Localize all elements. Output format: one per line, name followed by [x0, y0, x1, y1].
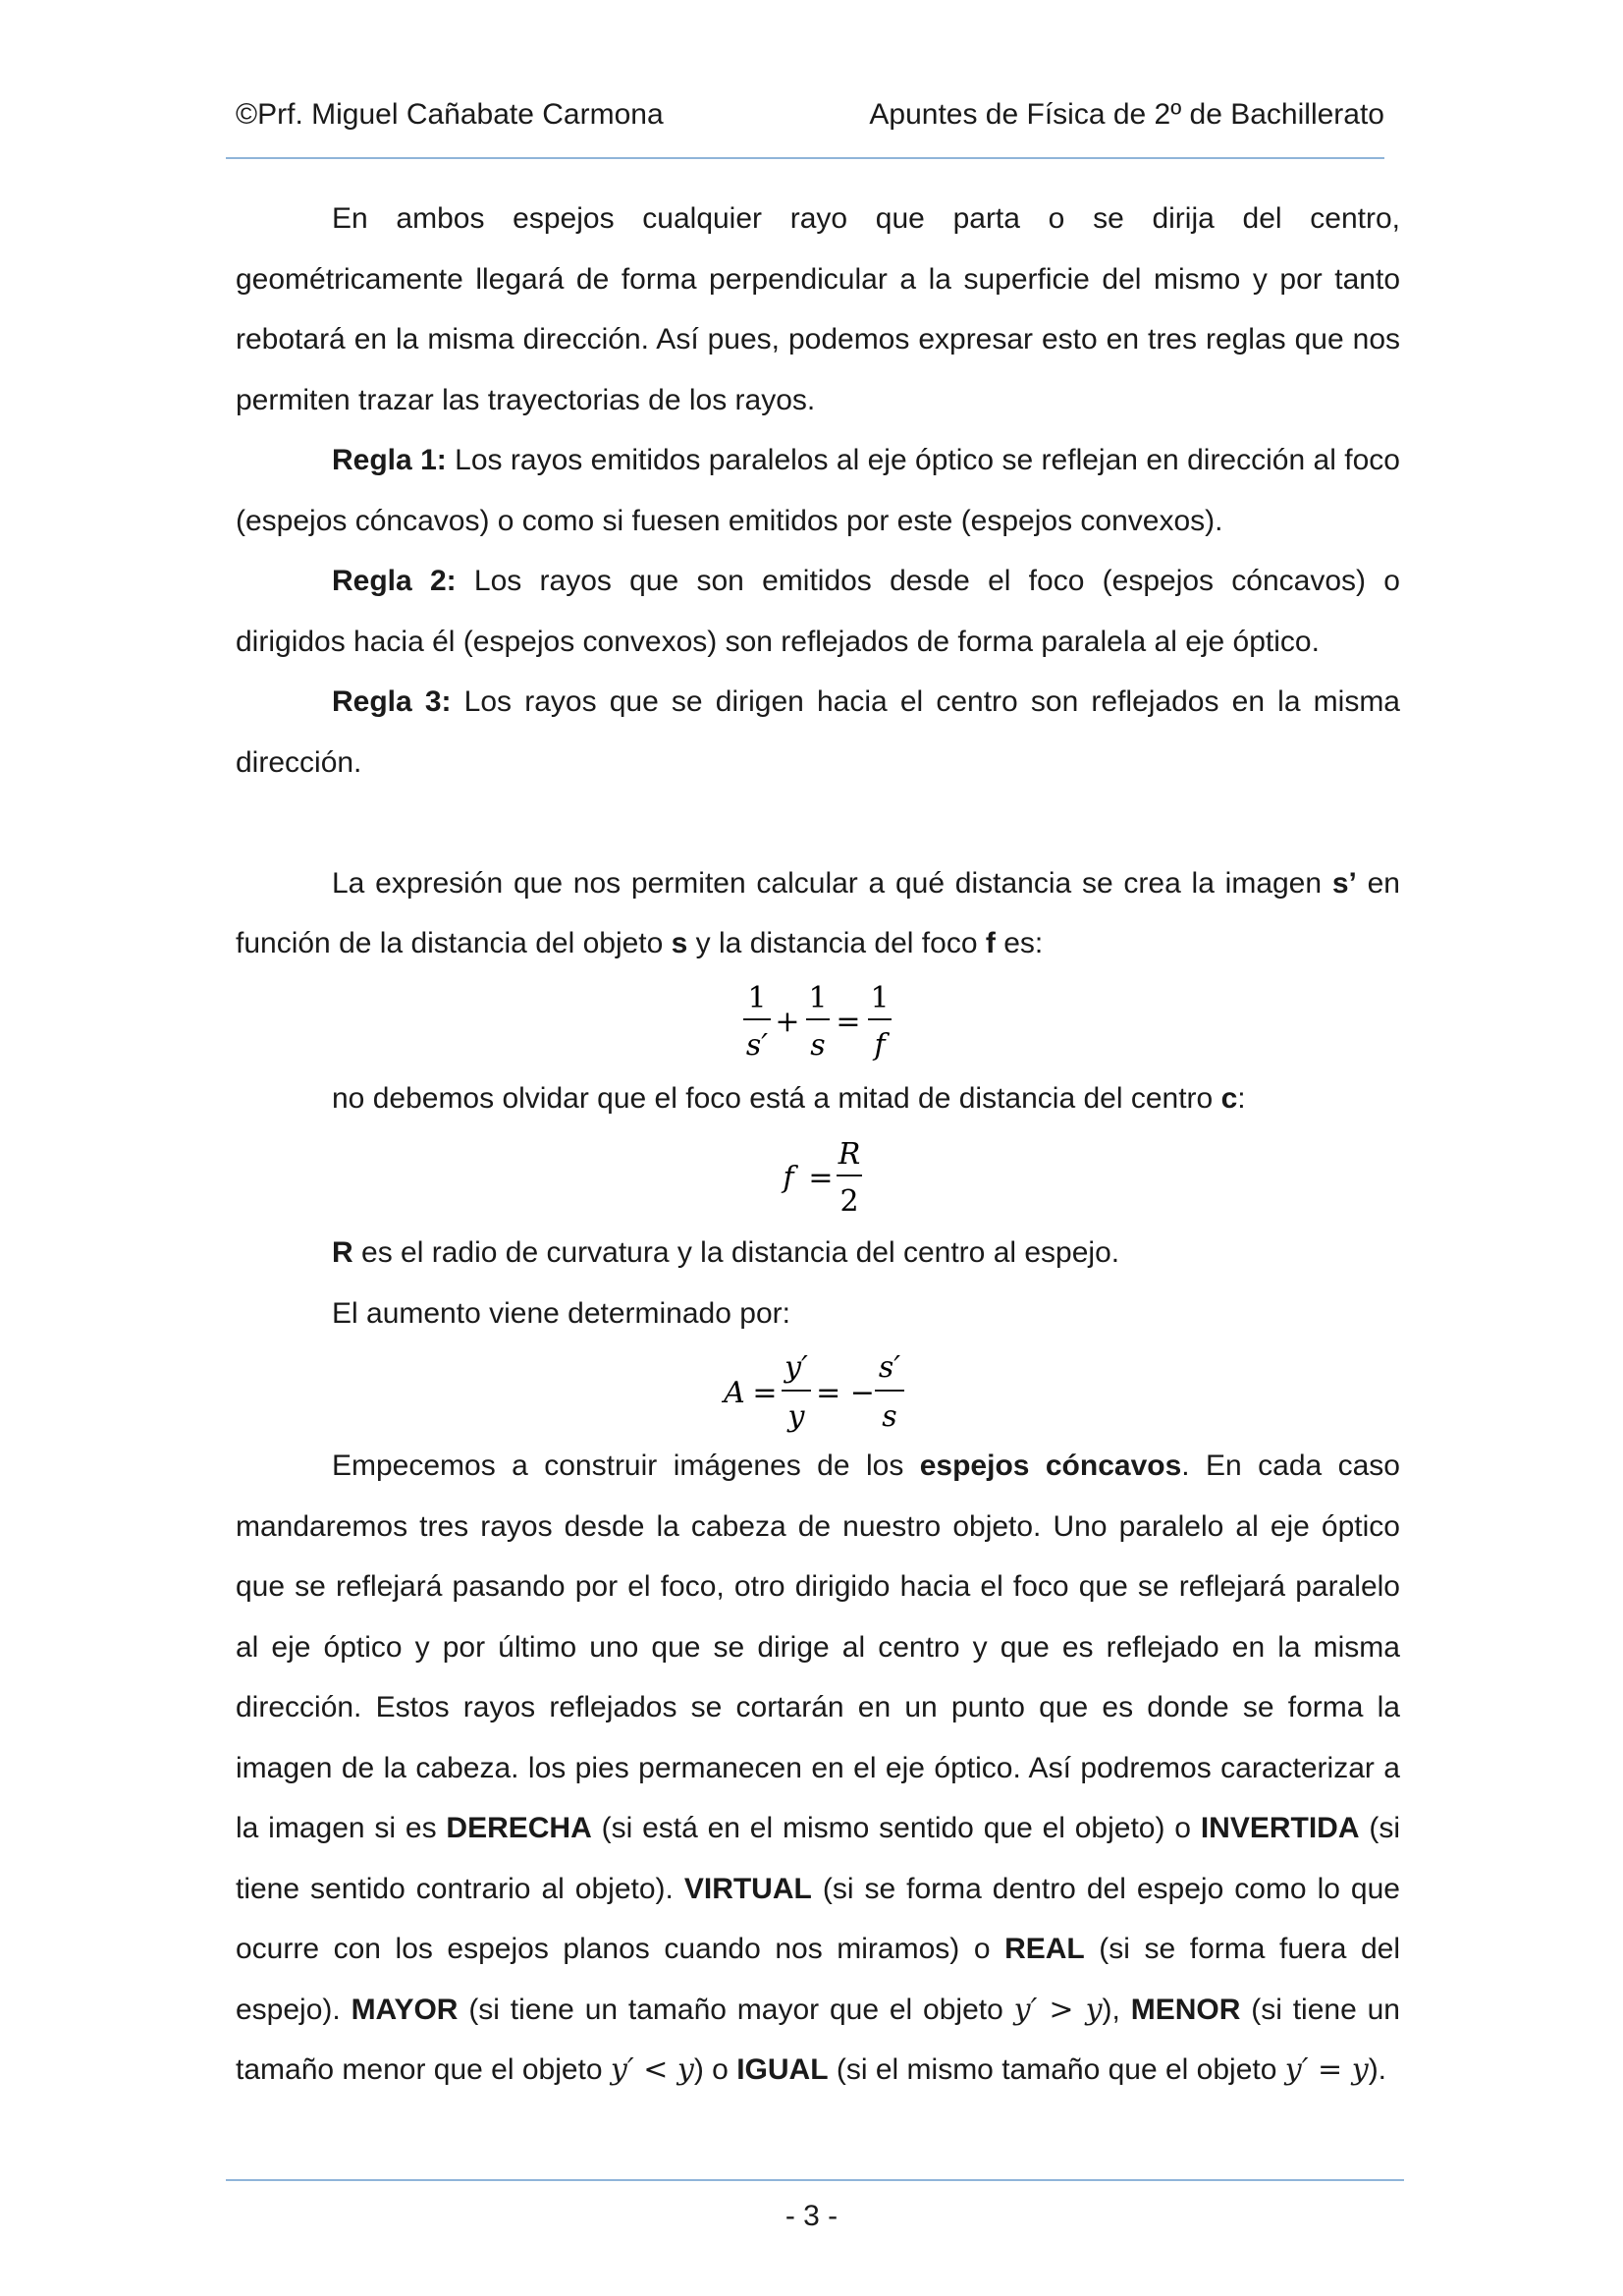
last-t12: ). — [1368, 2053, 1387, 2086]
last-b4: VIRTUAL — [683, 1872, 812, 1905]
expr-bold-s: s — [671, 927, 688, 959]
eq3-yprime: y′ — [784, 1350, 808, 1385]
rule-3-text: Los rayos que se dirigen hacia el centro son reflejados en la misma dirección. — [236, 685, 1400, 779]
equation-focus-svg — [236, 1128, 1400, 1227]
equation-magnification — [236, 1343, 1400, 1442]
last-b5: REAL — [1004, 1933, 1085, 1965]
last-t10: ) o — [693, 2053, 737, 2086]
radius-bold-R: R — [332, 1236, 353, 1269]
header-rule — [226, 157, 1384, 159]
rule-3 — [236, 672, 1400, 793]
paragraph-radius — [236, 1223, 1400, 1284]
paragraph-focus — [236, 1068, 1400, 1129]
eq1-num-1: 1 — [747, 980, 767, 1015]
last-b1: espejos cóncavos — [919, 1449, 1182, 1482]
expr-bold-f: f — [985, 927, 996, 959]
last-t8: ), — [1102, 1993, 1131, 2026]
eq3-sprime: s′ — [878, 1350, 901, 1385]
blank-line — [236, 793, 1400, 853]
page-number: - 3 - — [784, 2200, 839, 2232]
focus-text: no debemos olvidar que el foco está a mitad de distancia del centro — [332, 1081, 1221, 1115]
page-body — [236, 189, 1400, 2101]
eq2-equals: = — [808, 1161, 834, 1195]
last-t3: (si está en el mismo sentido que el objeto) o — [591, 1812, 1201, 1844]
eq3-equals-minus: = − — [816, 1376, 875, 1410]
last-math-1: y′ > y — [1013, 1992, 1103, 2027]
last-b8: IGUAL — [736, 2053, 829, 2086]
last-math-3: y′ = y — [1284, 2052, 1369, 2087]
expr-text-d: y la distancia del foco — [687, 927, 986, 959]
eq2-R: R — [838, 1137, 861, 1172]
rule-3-label: Regla 3: — [332, 685, 452, 718]
rule-2 — [236, 551, 1400, 672]
equation-mirror-svg — [236, 974, 1400, 1072]
eq1-plus: + — [775, 1004, 800, 1039]
last-math-2: y′ < y — [610, 2052, 694, 2087]
last-b2: DERECHA — [446, 1812, 592, 1844]
eq2-two: 2 — [839, 1184, 859, 1219]
eq1-den-s: s — [810, 1027, 826, 1063]
eq1-equals: = — [836, 1004, 861, 1039]
expr-text-e: es: — [995, 927, 1044, 959]
expr-bold-sprime: s’ — [1331, 866, 1357, 900]
focus-bold-c: c — [1220, 1081, 1238, 1115]
equation-focus — [236, 1128, 1400, 1227]
paragraph-expression — [236, 853, 1400, 974]
focus-colon: : — [1237, 1081, 1246, 1115]
expr-text-a: La expresión que nos permiten calcular a qué distancia se crea la imagen — [332, 866, 1332, 900]
eq1-num-3: 1 — [870, 980, 890, 1015]
rule-1-label: Regla 1: — [332, 444, 447, 476]
paragraph-intro: En ambos espejos cualquier rayo que parta o se dirija del centro, geométricamente llegará de forma perpendicular a la superficie del mismo y por tanto rebotará en la misma dirección. Así pues, podemos expresar esto en tres reglas que nos permiten trazar las trayectorias de los rayos. — [236, 202, 1400, 416]
page-header — [236, 98, 1384, 141]
last-t2: . En cada caso mandaremos tres rayos desde la cabeza de nuestro objeto. Uno paralelo al eje óptico que se reflejará pasando por el foco, otro dirigido hacia el foco que se reflejará paralelo al eje óptico y por último uno que se dirige al centro y que es reflejado en la misma dirección. Estos rayos reflejados se cortarán en un punto que es donde se forma la imagen de la cabeza. los pies permanecen en el eje óptico. Así podremos caracterizar a la imagen si es — [236, 1449, 1400, 1844]
last-t11: (si el mismo tamaño que el objeto — [828, 2053, 1285, 2086]
last-t4: (si tiene sentido contrario al objeto). — [236, 1812, 1400, 1905]
eq3-y: y — [787, 1399, 805, 1434]
last-b6: MAYOR — [351, 1993, 459, 2026]
rule-2-text: Los rayos que son emitidos desde el foco (espejos cóncavos) o dirigidos hacia él (espejos convexos) son reflejados de forma paralela al eje óptico. — [236, 565, 1400, 658]
eq1-num-2: 1 — [808, 980, 828, 1015]
last-t9: (si tiene un tamaño menor que el objeto — [236, 1993, 1400, 2086]
eq2-f: f — [783, 1161, 794, 1195]
footer-rule — [226, 2179, 1404, 2181]
paragraph-magnification: El aumento viene determinado por: — [332, 1296, 790, 1330]
eq3-equals-1: = — [752, 1376, 778, 1410]
eq1-den-f: f — [874, 1027, 886, 1063]
rule-1-text: Los rayos emitidos paralelos al eje óptico se reflejan en dirección al foco (espejos cóncavos) o como si fuesen emitidos por este (espejos convexos). — [236, 444, 1400, 537]
equation-mirror — [236, 974, 1400, 1072]
rule-2-label: Regla 2: — [332, 565, 457, 597]
header-title: Apuntes de Física de 2º de Bachillerato — [869, 98, 1384, 131]
last-t5: (si se forma dentro del espejo como lo que ocurre con los espejos planos cuando nos miramos) o — [236, 1872, 1400, 1965]
eq1-den-sprime: s′ — [745, 1027, 769, 1063]
last-b7: MENOR — [1130, 1993, 1241, 2026]
header-author: ©Prf. Miguel Cañabate Carmona — [236, 98, 664, 131]
last-t6: (si se forma fuera del espejo). — [236, 1933, 1400, 2026]
last-t1: Empecemos a construir imágenes de los — [332, 1449, 920, 1482]
equation-magnification-svg — [236, 1343, 1400, 1442]
last-t7: (si tiene un tamaño mayor que el objeto — [458, 1993, 1014, 2026]
paragraph-concave-mirrors — [236, 1436, 1400, 2101]
expr-text-c: en función de la distancia del objeto — [236, 866, 1400, 959]
eq3-A: A — [724, 1376, 745, 1410]
last-b3: INVERTIDA — [1200, 1812, 1360, 1844]
eq3-s: s — [882, 1399, 897, 1434]
radius-text: es el radio de curvatura y la distancia del centro al espejo. — [352, 1236, 1120, 1269]
rule-1 — [236, 430, 1400, 551]
